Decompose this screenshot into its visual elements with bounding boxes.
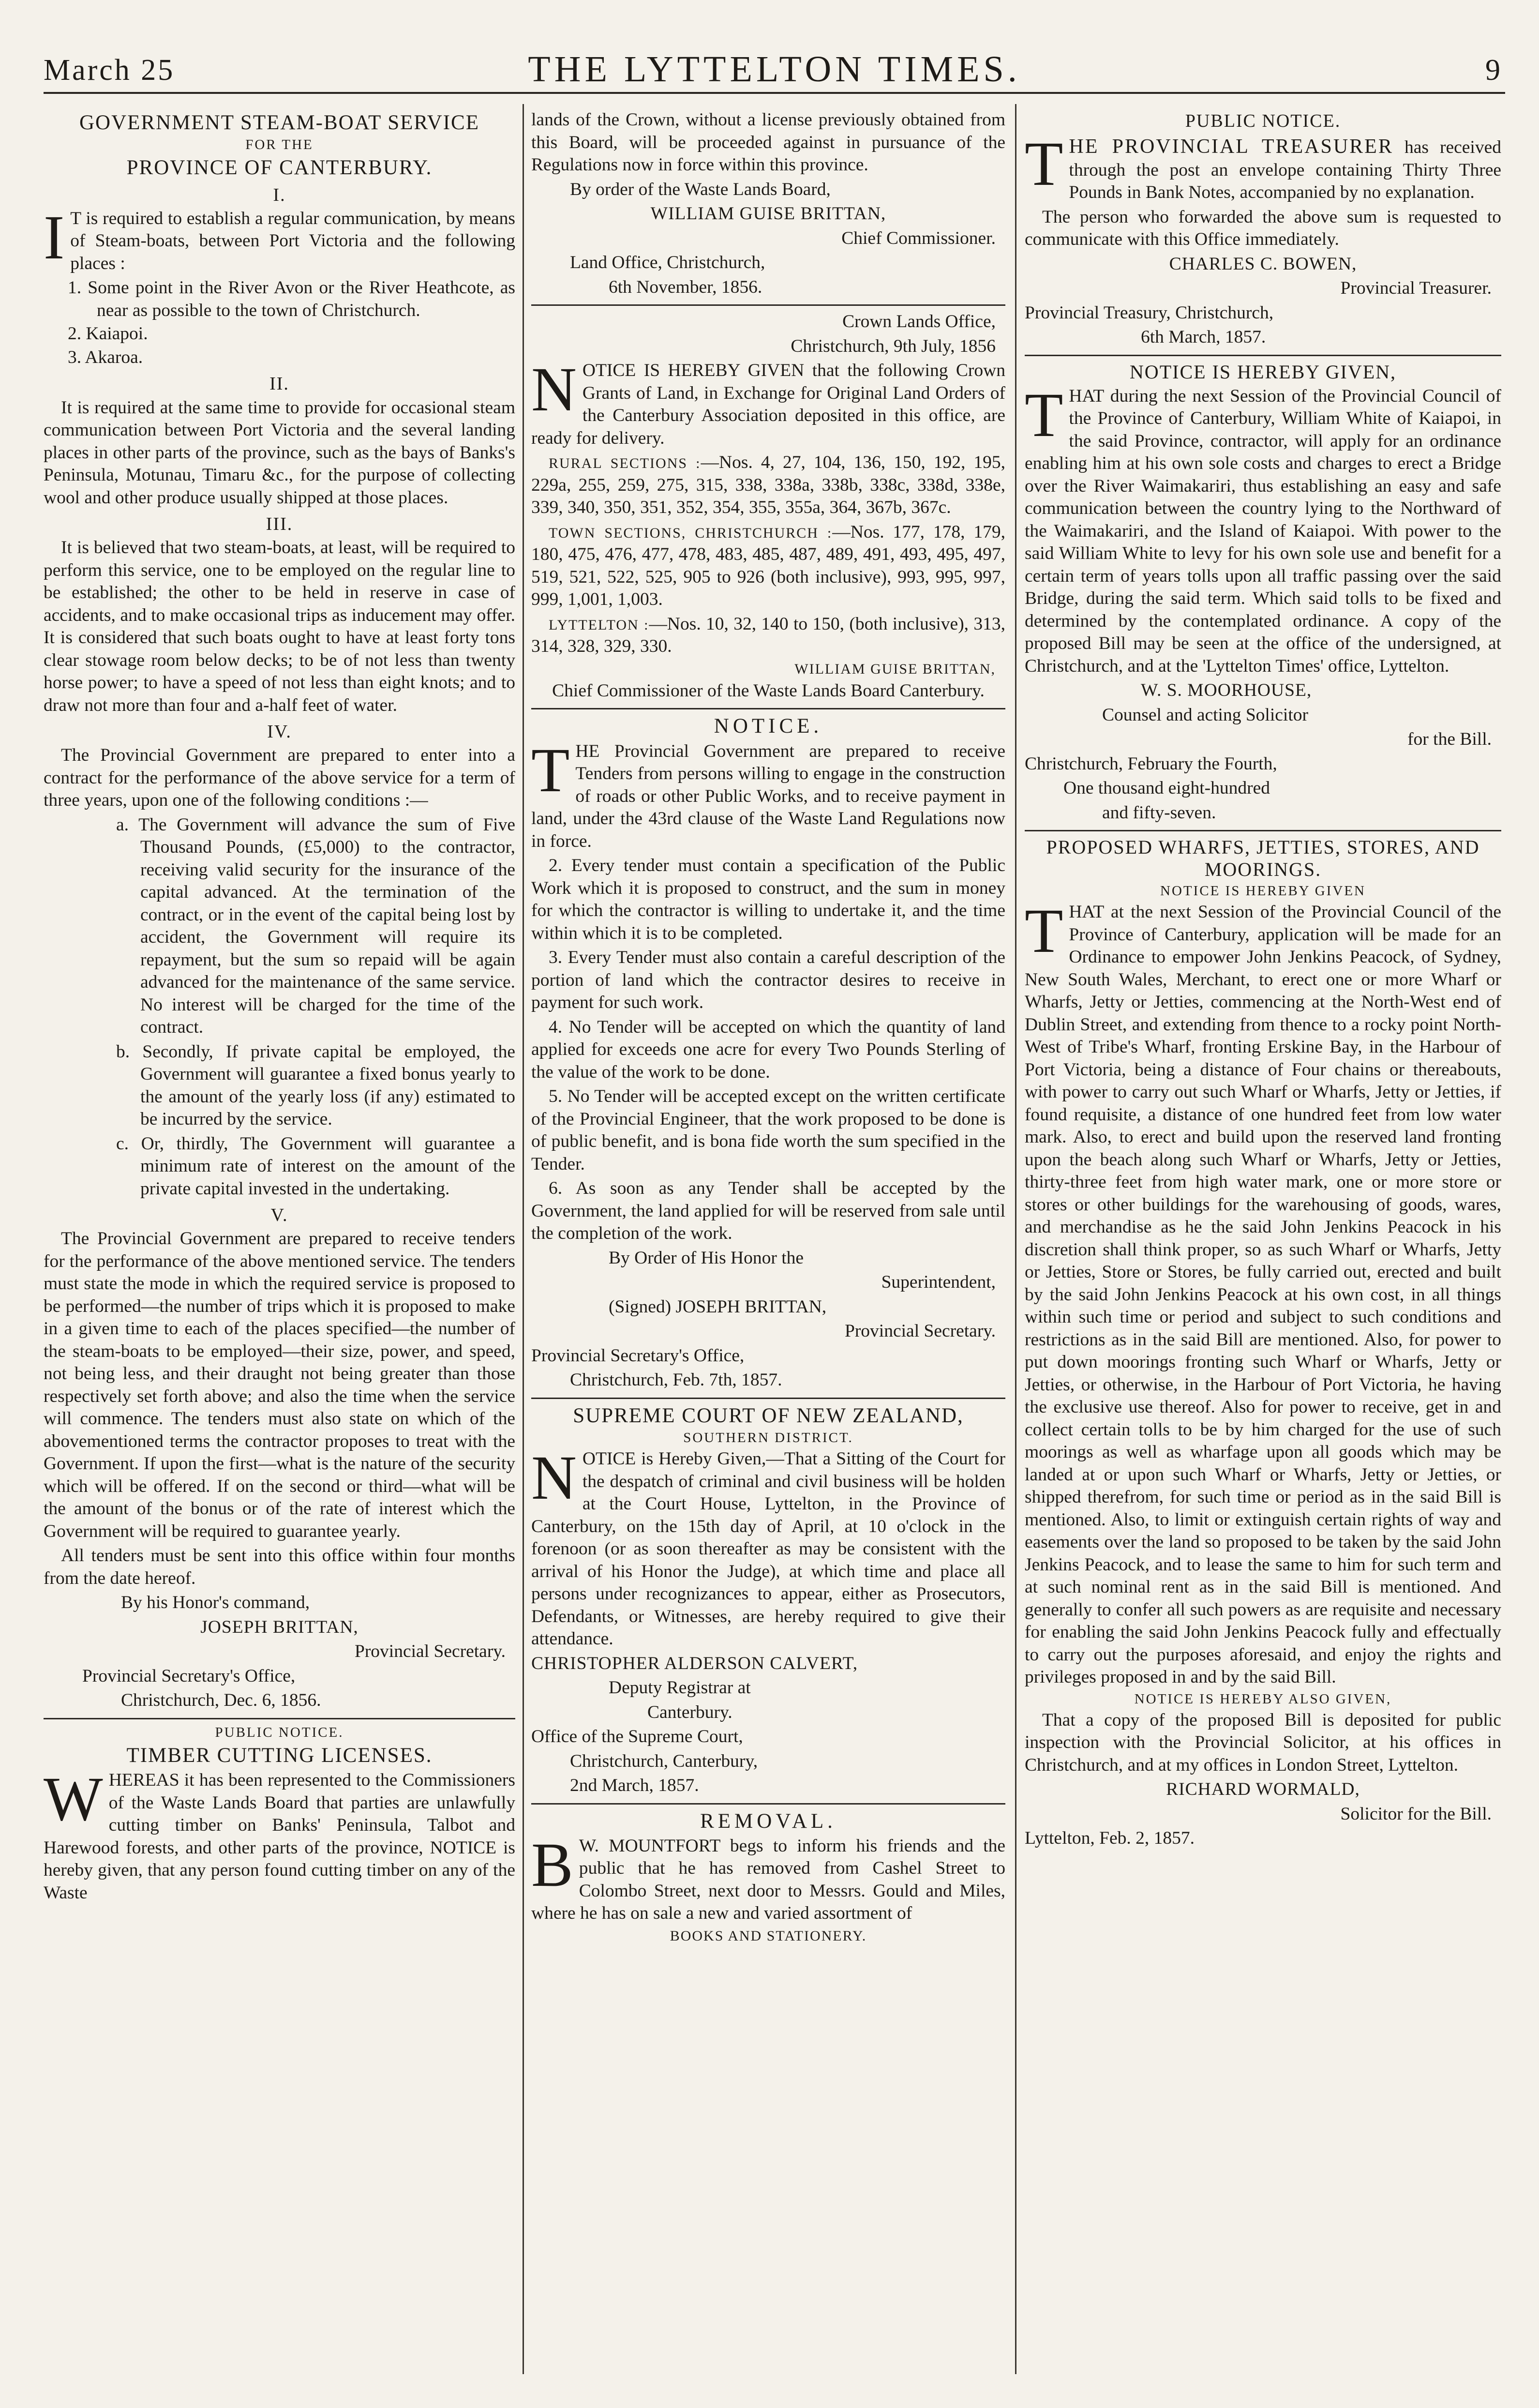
divider <box>44 1718 515 1719</box>
court-district: SOUTHERN DISTRICT. <box>683 1430 853 1446</box>
page-number: 9 <box>1485 54 1500 87</box>
steamboat-para-3: It is believed that two steam-boats, at least, will be required to perform this service, one to be employed on the regular line to be established; the other to be held in reserve in case of accidents, and to make occasional trips as inducement may offer. It is considered that such boats ought to have at least forty tons clear stowage room below decks; to be of not less than twenty horse power; to have a speed of not less than eight knots; and to draw not more than four and a-half feet of water. <box>44 538 515 715</box>
bridge-title: NOTICE IS HEREBY GIVEN, <box>1129 361 1397 383</box>
signer-name: JOSEPH BRITTAN, <box>200 1617 359 1637</box>
court-body: NOTICE is Hereby Given,—That a Sitting of the Court for the despatch of criminal and civil business will be holden at the Court House, Lyttelton, in the Province of Canterbury, on the 15th day of April, at 10 o'clock in the forenoon (or as soon thereafter as may be consistent with the arrival of his Honor the Judge), at which time and place all persons under recognizances to appear, either as Prosecutors, Defendants, or Witnesses, are hereby required to give their attendance. <box>531 1443 1005 1649</box>
section-number: V. <box>270 1205 288 1226</box>
steamboat-para-2: It is required at the same time to provide for occasional steam communication between Port Victoria and the several landing places in other parts of the province, such as the bays of Banks's Peninsula, Motunau, Timaru &c., for the purpose of collecting wool and other produce usually shipped at those places. <box>44 397 515 508</box>
notice-para-1: THE Provincial Government are prepared to receive Tenders from persons willing to engage in the construction of roads or other Public Works, and to receive payment in land, under the 43rd clause of the Waste Land Regulations now in force. <box>531 735 1005 851</box>
notice-para-4: 4. No Tender will be accepted on which the quantity of land applied for exceeds one acre for every Two Pounds Sterling of the value of the work to be done. <box>531 1017 1005 1082</box>
date: One thousand eight-hundred <box>1063 778 1270 798</box>
treasurer-notice: THE PROVINCIAL TREASURER has received through the post an envelope containing Thirty Three Pounds in Bank Notes, accompanied by no explanation. <box>1025 129 1501 203</box>
by-order: By order of the Waste Lands Board, <box>570 179 831 199</box>
column-1 <box>44 109 515 2374</box>
masthead <box>44 48 1505 94</box>
notice-para-5: 5. No Tender will be accepted except on the written certificate of the Provincial Engineer, that the work proposed to be done is of public benefit, and is bona fide worth the sum specified in the Tender. <box>531 1086 1005 1174</box>
drop-cap: T <box>1025 129 1063 199</box>
signer-title-2: for the Bill. <box>1407 729 1492 750</box>
date: Christchurch, Dec. 6, 1856. <box>121 1690 321 1711</box>
date: 6th March, 1857. <box>1141 327 1266 347</box>
signer-title: Chief Commissioner. <box>841 228 996 248</box>
section-number: I. <box>273 184 286 205</box>
steamboat-para-1: I T is required to establish a regular communication, by means of Steam-boats, between Port Victoria and the following places : <box>44 202 515 273</box>
condition-b: b. Secondly, If private capital be employed, the Government will guarantee a fixed bonus yearly to the amount of the yearly loss (if any) estimated to be incurred by the service. <box>116 1041 515 1129</box>
by-command: By his Honor's command, <box>121 1593 310 1613</box>
steamboat-for-the: FOR THE <box>245 137 314 153</box>
signer-title: Provincial Treasurer. <box>1340 278 1492 299</box>
signer-title: Counsel and acting Solicitor <box>1102 705 1308 725</box>
office: Office of the Supreme Court, <box>531 1727 743 1747</box>
timber-title: TIMBER CUTTING LICENSES. <box>126 1744 433 1767</box>
treasurer-para-2: The person who forwarded the above sum is requested to communicate with this Office immediately. <box>1025 207 1501 250</box>
divider <box>531 708 1005 709</box>
notice-para-2: 2. Every tender must contain a specification of the Public Work which it is proposed to construct, and the sum in money for which the contractor is willing to undertake it, and the time within which it is to be completed. <box>531 856 1005 943</box>
place-item: 1. Some point in the River Avon or the River Heathcote, as near as possible to the town of Christchurch. <box>68 278 515 320</box>
treasurer-kicker: PUBLIC NOTICE. <box>1185 111 1341 131</box>
newspaper-title: THE LYTTELTON TIMES. <box>528 49 1021 90</box>
date: Christchurch, Feb. 7th, 1857. <box>570 1370 782 1390</box>
date: 6th November, 1856. <box>609 277 762 297</box>
section-number: III. <box>266 514 293 535</box>
steamboat-para-4: The Provincial Government are prepared to enter into a contract for the performance of the above service for a term of three years, upon one of the following conditions :— <box>44 745 515 811</box>
lyttelton-sections: LYTTELTON :—Nos. 10, 32, 140 to 150, (both inclusive), 313, 314, 328, 329, 330. <box>531 614 1005 656</box>
signer-name: CHRISTOPHER ALDERSON CALVERT, <box>531 1653 858 1673</box>
drop-cap: N <box>531 355 577 424</box>
signer-name: CHARLES C. BOWEN, <box>1169 254 1357 274</box>
court-title: SUPREME COURT OF NEW ZEALAND, <box>573 1404 964 1427</box>
signer-title: Provincial Secretary. <box>844 1321 996 1341</box>
wharfs-kicker-2: NOTICE IS HEREBY ALSO GIVEN, <box>1134 1691 1392 1707</box>
issue-date: March 25 <box>44 54 175 87</box>
divider <box>1025 355 1501 356</box>
column-rule <box>523 104 524 2374</box>
divider <box>531 1398 1005 1399</box>
section-number: IV. <box>267 722 292 742</box>
steamboat-para-6: All tenders must be sent into this office within four months from the date hereof. <box>44 1546 515 1588</box>
signer-title: Solicitor for the Bill. <box>1340 1804 1492 1824</box>
signer-name: RICHARD WORMALD, <box>1166 1779 1360 1800</box>
office: Provincial Treasury, Christchurch, <box>1025 302 1274 323</box>
signer-title: Deputy Registrar at <box>609 1678 751 1698</box>
office: Provincial Secretary's Office, <box>82 1666 296 1686</box>
removal-footer: BOOKS AND STATIONERY. <box>670 1927 867 1944</box>
divider <box>531 304 1005 306</box>
drop-cap: I <box>44 202 65 272</box>
wharfs-title: PROPOSED WHARFS, JETTIES, STORES, AND MOORINGS. <box>1046 836 1480 881</box>
signer-name: W. S. MOORHOUSE, <box>1141 680 1312 701</box>
notice-para-6: 6. As soon as any Tender shall be accepted by the Government, the land applied for will be reserved from sale until the completion of the work. <box>531 1178 1005 1244</box>
condition-c: c. Or, thirdly, The Government will guarantee a minimum rate of interest on the amount of the private capital invested in the undertaking. <box>116 1133 515 1199</box>
date: Christchurch, February the Fourth, <box>1025 753 1277 774</box>
drop-cap: T <box>1025 896 1063 966</box>
divider <box>1025 830 1501 831</box>
wharfs-para-2: That a copy of the proposed Bill is deposited for public inspection with the Provincial Solicitor, at his offices in Christchurch, and at my offices in London Street, Lyttelton. <box>1025 1710 1501 1775</box>
column-2 <box>531 109 1005 2374</box>
drop-cap: T <box>531 735 570 805</box>
bridge-body: THAT during the next Session of the Provincial Council of the Province of Canterbury, William White of Kaiapoi, in the said Province, contractor, will apply for an ordinance enabling him at his own sole costs and charges to erect a Bridge over the River Waimakariri, thus establishing an easy and safe communication between the country lying to the Northward of the Waimakariri, and the Island of Kaiapoi. With power to the said William White to levy for his own sole use and benefit for a certain term of years tolls upon all traffic passing over the said Bridge, during the said term. Which said tolls to be fixed and determined by the contemplated ordinance. A copy of the proposed Bill may be seen at the office of the undersigned, at Christchurch, and at the 'Lyttelton Times' office, Lyttelton. <box>1025 380 1501 676</box>
drop-cap: T <box>1025 380 1063 450</box>
drop-cap: B <box>531 1830 573 1900</box>
column-rule <box>1015 104 1016 2374</box>
by-order: By Order of His Honor the <box>609 1248 804 1268</box>
drop-cap: N <box>531 1443 577 1513</box>
steamboat-title: GOVERNMENT STEAM-BOAT SERVICE <box>79 111 479 134</box>
steamboat-province: PROVINCE OF CANTERBURY. <box>126 156 433 180</box>
signer-name: WILLIAM GUISE BRITTAN, <box>650 204 886 224</box>
notice-para-3: 3. Every Tender must also contain a careful description of the portion of land which the contractor desires to receive in payment for such work. <box>531 948 1005 1013</box>
crown-date: Christchurch, 9th July, 1856 <box>791 336 996 356</box>
signer-title: Chief Commissioner of the Waste Lands Board Canterbury. <box>552 680 985 701</box>
notice-title: NOTICE. <box>714 715 823 738</box>
timber-body: WHEREAS it has been represented to the Commissioners of the Waste Lands Board that parties are unlawfully cutting timber on Banks' Peninsula, Talbot and Harewood forests, and other parts of the province, NOTICE is hereby given, that any person found cutting timber on any of the Waste <box>44 1764 515 1903</box>
superintendent: Superintendent, <box>881 1272 996 1293</box>
signer-place: Canterbury. <box>647 1702 732 1722</box>
office: Land Office, Christchurch, <box>570 253 765 272</box>
crown-body: NOTICE IS HEREBY GIVEN that the following Crown Grants of Land, in Exchange for Original Land Orders of the Canterbury Association deposited in this office, are ready for delivery. <box>531 355 1005 448</box>
condition-a: a. The Government will advance the sum of Five Thousand Pounds, (£5,000) to the contractor, receiving valid security for the insurance of the capital advanced. At the termination of the contract, or in the event of the capital being lost by accident, the Government will require its repayment, but the sum so repaid will be again advanced for the maintenance of the same service. No interest will be charged for the time of the contract. <box>116 814 515 1038</box>
signer-name: WILLIAM GUISE BRITTAN, <box>794 661 996 677</box>
wharfs-body: THAT at the next Session of the Provincial Council of the Province of Canterbury, application will be made for an Ordinance to empower John Jenkins Peacock, of Sydney, New South Wales, Merchant, to erect one or more Wharf or Wharfs, Jetty or Jetties, commencing at the North-West end of Dublin Street, and extending from thence to a rocky point North-West of Tribe's Wharf, fronting Erskine Bay, in the Harbour of Port Victoria, being a distance of Four chains or thereabouts, with power to carry out such Wharf or Wharfs, Jetty or Jetties, if found requisite, a distance of one hundred feet from low water mark. Also, to erect and build upon the reserved land fronting upon the beach along such Wharf or Wharfs, Jetty or Jetties, thirty-three feet from high water mark, one or more store or stores or other buildings for the warehousing of goods, wares, and merchandise as he the said John Jenkins Peacock in his discretion shall think proper, so as such Wharf or Wharfs, Jetty or Jetties, Store or Stores, be fully carried out, erected and built by the said John Jenkins Peacock at his own cost, in all things within such time or period and subject to such conditions and restrictions as in the said Bill are mentioned. Also, for power to put down moorings fronting such Wharf or Wharfs, Jetty or Jetties, or otherwise, in the Harbour of Port Victoria, he having the exclusive use thereof. Also for power to receive, get in and collect certain tolls to be by him charged for the use of such moorings as well as wharfage upon all goods which may be landed at or upon such Wharf or Wharfs, Jetty or Jetties, or shipped therefrom, for such time or period as in the said Bill is mentioned. Also, to limit or extinguish certain rights of way and easements over the land so proposed to be taken by the said John Jenkins Peacock, and to lease the same to him for such term and at such nominal rent as in the said Bill is mentioned. And generally to confer all such powers as are requisite and necessary for enabling the said John Jenkins Peacock fully and effectually to carry out the purposes aforesaid, and enjoy the rights and privileges proposed in and by the said Bill. <box>1025 896 1501 1687</box>
section-number: II. <box>269 374 289 394</box>
wharfs-kicker: NOTICE IS HEREBY GIVEN <box>1160 883 1366 899</box>
date: 2nd March, 1857. <box>570 1776 699 1796</box>
office-address: Christchurch, Canterbury, <box>570 1751 758 1771</box>
date: Lyttelton, Feb. 2, 1857. <box>1025 1828 1195 1849</box>
crown-office: Crown Lands Office, <box>842 312 996 331</box>
steamboat-para-5: The Provincial Government are prepared to receive tenders for the performance of the above mentioned service. The tenders must state the mode in which the required service is proposed to be performed—the number of trips which it is proposed to make in a given time to each of the places specified—the number of the steam-boats to be employed—their size, power, and speed, not being less, and their draught not being greater than those respectively set forth above; and also the time when the service will commence. The tenders must also state on which of the abovementioned terms the contractor proposes to treat with the Government. If upon the first—what is the nature of the security which will be offered. If on the second or third—what will be the amount of the bonus or of the rate of interest which the Government will be required to guarantee yearly. <box>44 1229 515 1541</box>
office: Provincial Secretary's Office, <box>531 1345 745 1366</box>
drop-cap: W <box>44 1764 103 1835</box>
town-sections: TOWN SECTIONS, CHRISTCHURCH :—Nos. 177, 178, 179, 180, 475, 476, 477, 478, 483, 485, 487, 489, 491, 493, 495, 497, 519, 521, 522, 525, 905 to 926 (both inclusive), 993, 995, 997, 999, 1,001, 1,003. <box>531 522 1005 609</box>
divider <box>531 1803 1005 1805</box>
column-3 <box>1025 109 1501 2374</box>
removal-body: B W. MOUNTFORT begs to inform his friends and the public that he has removed from Cashel Street to Colombo Street, next door to Messrs. Gould and Miles, where he has on sale a new and varied assortment of <box>531 1830 1005 1924</box>
place-item: 2. Kaiapoi. <box>68 324 148 344</box>
date: and fifty-seven. <box>1102 802 1216 823</box>
rural-sections: RURAL SECTIONS :—Nos. 4, 27, 104, 136, 150, 192, 195, 229a, 255, 259, 275, 315, 338, 338a, 338b, 338c, 338d, 338e, 339, 340, 350, 351, 352, 354, 355, 355a, 364, 367b, 367c. <box>531 452 1005 517</box>
signer-name: (Signed) JOSEPH BRITTAN, <box>609 1296 827 1317</box>
timber-kicker: PUBLIC NOTICE. <box>215 1724 344 1740</box>
waste-lands-continued: lands of the Crown, without a license previously obtained from this Board, will be proceeded against in pursuance of the Regulations now in force within this province. <box>531 110 1005 175</box>
removal-title: REMOVAL. <box>700 1809 837 1833</box>
signer-title: Provincial Secretary. <box>354 1641 506 1662</box>
place-item: 3. Akaroa. <box>68 347 143 367</box>
